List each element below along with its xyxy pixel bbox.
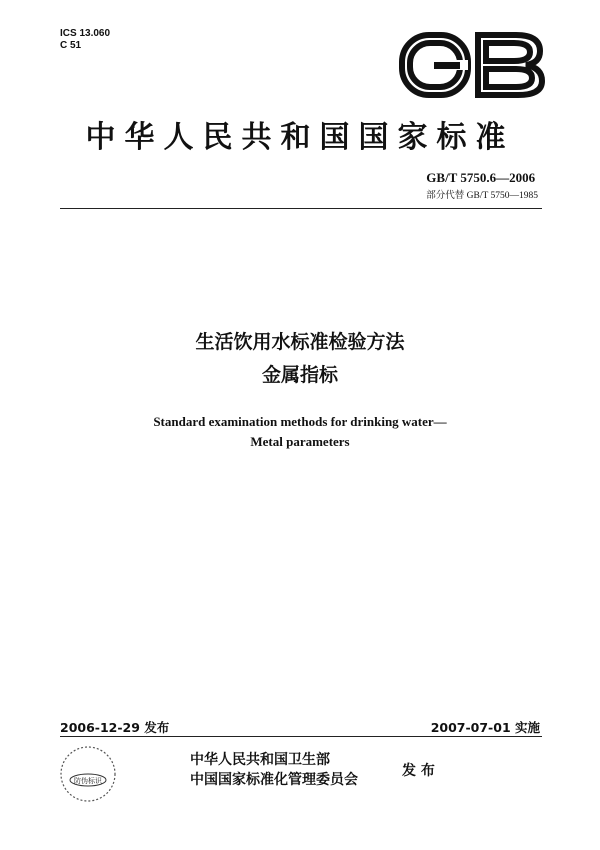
chinese-title <box>0 326 600 392</box>
ics-code: ICS 13.060 <box>60 28 111 39</box>
replaces-note: 部分代替 GB/T 5750—1985 <box>426 191 538 201</box>
english-title <box>0 412 600 452</box>
chinese-title-line1: 生活饮用水标准检验方法 <box>195 331 405 353</box>
footer-rule <box>60 736 542 737</box>
header-rule <box>60 208 542 209</box>
ics-code-block <box>60 28 110 52</box>
anti-counterfeit-seal <box>56 742 120 806</box>
standard-number-block <box>426 170 538 201</box>
issue-date: 2006-12-29 发布 <box>60 720 170 735</box>
implement-date: 2007-07-01 实施 <box>430 720 540 735</box>
issuer-sac: 中国国家标准化管理委员会 <box>190 772 358 788</box>
issuing-authorities <box>190 750 358 790</box>
chinese-title-line2: 金属指标 <box>261 364 338 386</box>
english-title-line1: Standard examination methods for drinking water— <box>153 414 447 429</box>
ccs-code: C 51 <box>60 40 82 51</box>
english-title-line2: Metal parameters <box>250 434 350 449</box>
gb-logo <box>398 30 546 100</box>
national-standard-heading: 中华人民共和国国家标准 <box>85 120 515 155</box>
issuer-ministry-of-health: 中华人民共和国卫生部 <box>190 752 330 768</box>
standard-code: GB/T 5750.6—2006 <box>426 170 536 185</box>
publish-label: 发 布 <box>402 763 435 779</box>
seal-label: 防伪标识 <box>74 777 102 785</box>
